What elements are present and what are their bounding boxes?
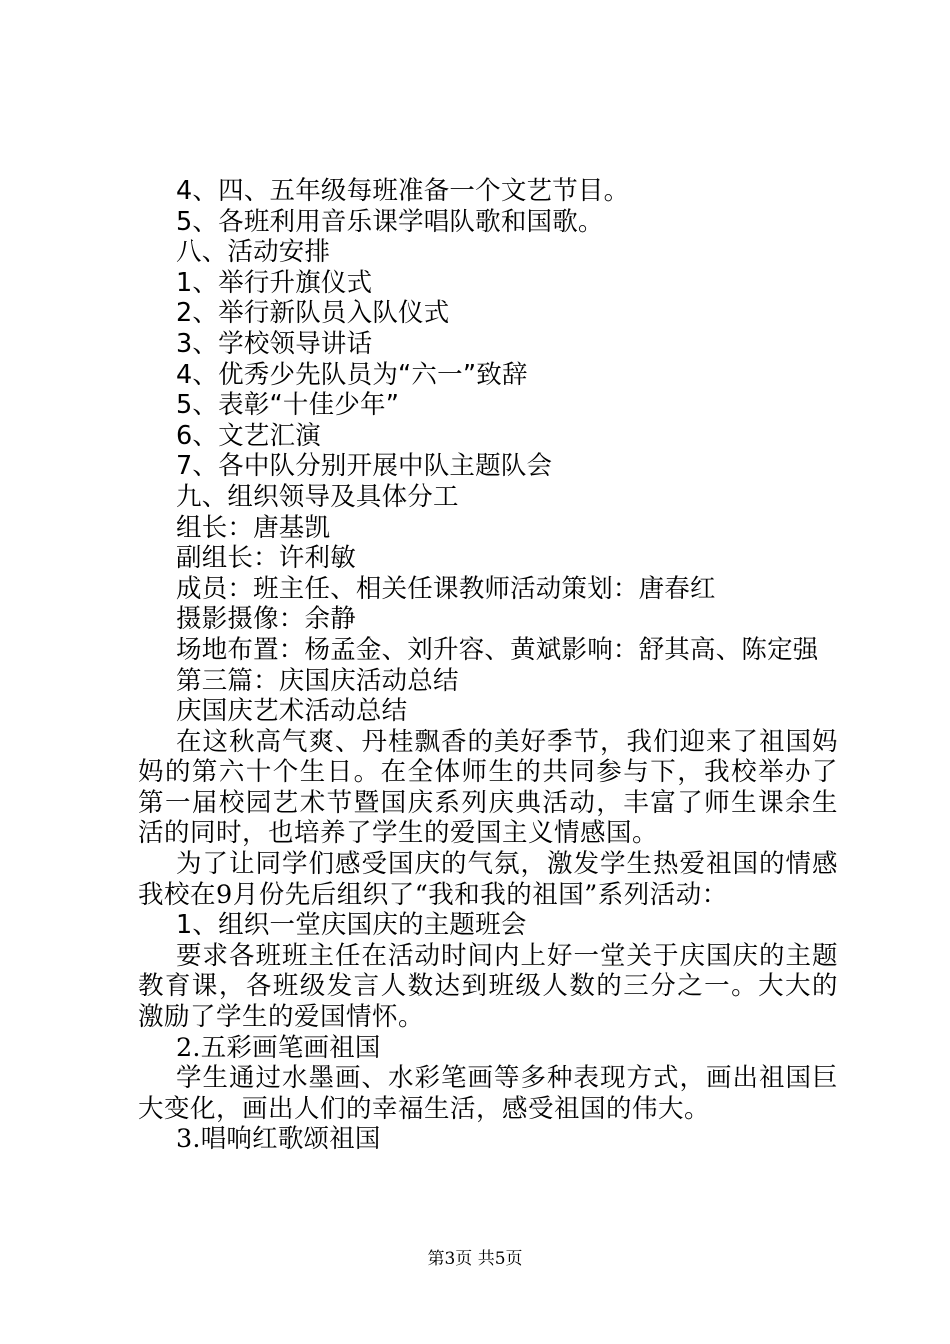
paragraph: 要求各班班主任在活动时间内上好一堂关于庆国庆的主题教育课，各班级发言人数达到班级人数的三分之一。大大的激励了学生的爱国情怀。 bbox=[138, 940, 838, 1033]
list-item: 1、组织一堂庆国庆的主题班会 bbox=[176, 910, 527, 941]
paragraph: 学生通过水墨画、水彩笔画等多种表现方式，画出祖国巨大变化，画出人们的幸福生活，感受祖国的伟大。 bbox=[138, 1063, 838, 1124]
text-line: 摄影摄像：余静 bbox=[176, 604, 356, 635]
list-item: 4、四、五年级每班准备一个文艺节目。 bbox=[176, 176, 630, 206]
section-heading: 九、组织领导及具体分工 bbox=[176, 481, 459, 512]
list-item: 5、表彰“十佳少年” bbox=[176, 390, 400, 421]
list-item: 5、各班利用音乐课学唱队歌和国歌。 bbox=[176, 206, 604, 237]
text-line: 成员：班主任、相关任课教师活动策划：唐春红 bbox=[176, 573, 716, 604]
list-item: 2、举行新队员入队仪式 bbox=[176, 298, 450, 329]
list-item: 3.唱响红歌颂祖国 bbox=[176, 1124, 381, 1155]
list-item: 3、学校领导讲话 bbox=[176, 328, 373, 359]
text-line: 组长：唐基凯 bbox=[176, 512, 331, 543]
list-item: 7、各中队分别开展中队主题队会 bbox=[176, 451, 553, 482]
article-title: 庆国庆艺术活动总结 bbox=[176, 696, 408, 727]
list-item: 1、举行升旗仪式 bbox=[176, 267, 373, 298]
list-item: 4、优秀少先队员为“六一”致辞 bbox=[176, 359, 528, 390]
document-body bbox=[138, 176, 838, 1155]
section-heading: 八、活动安排 bbox=[176, 237, 331, 268]
text-line: 场地布置：杨孟金、刘升容、黄斌影响：舒其高、陈定强 bbox=[176, 634, 819, 665]
list-item: 6、文艺汇演 bbox=[176, 420, 321, 451]
chapter-title: 第三篇：庆国庆活动总结 bbox=[176, 665, 459, 696]
paragraph: 为了让同学们感受国庆的气氛，激发学生热爱祖国的情感我校在9月份先后组织了“我和我的祖国”系列活动： bbox=[138, 849, 838, 910]
list-item: 2.五彩画笔画祖国 bbox=[176, 1032, 381, 1063]
text-line: 副组长：许利敏 bbox=[176, 543, 356, 574]
page-number-footer: 第3页 共5页 bbox=[427, 1249, 523, 1269]
paragraph: 在这秋高气爽、丹桂飘香的美好季节，我们迎来了祖国妈妈的第六十个生日。在全体师生的共同参与下，我校举办了第一届校园艺术节暨国庆系列庆典活动，丰富了师生课余生活的同时，也培养了学生的爱国主义情感国。 bbox=[138, 726, 838, 849]
